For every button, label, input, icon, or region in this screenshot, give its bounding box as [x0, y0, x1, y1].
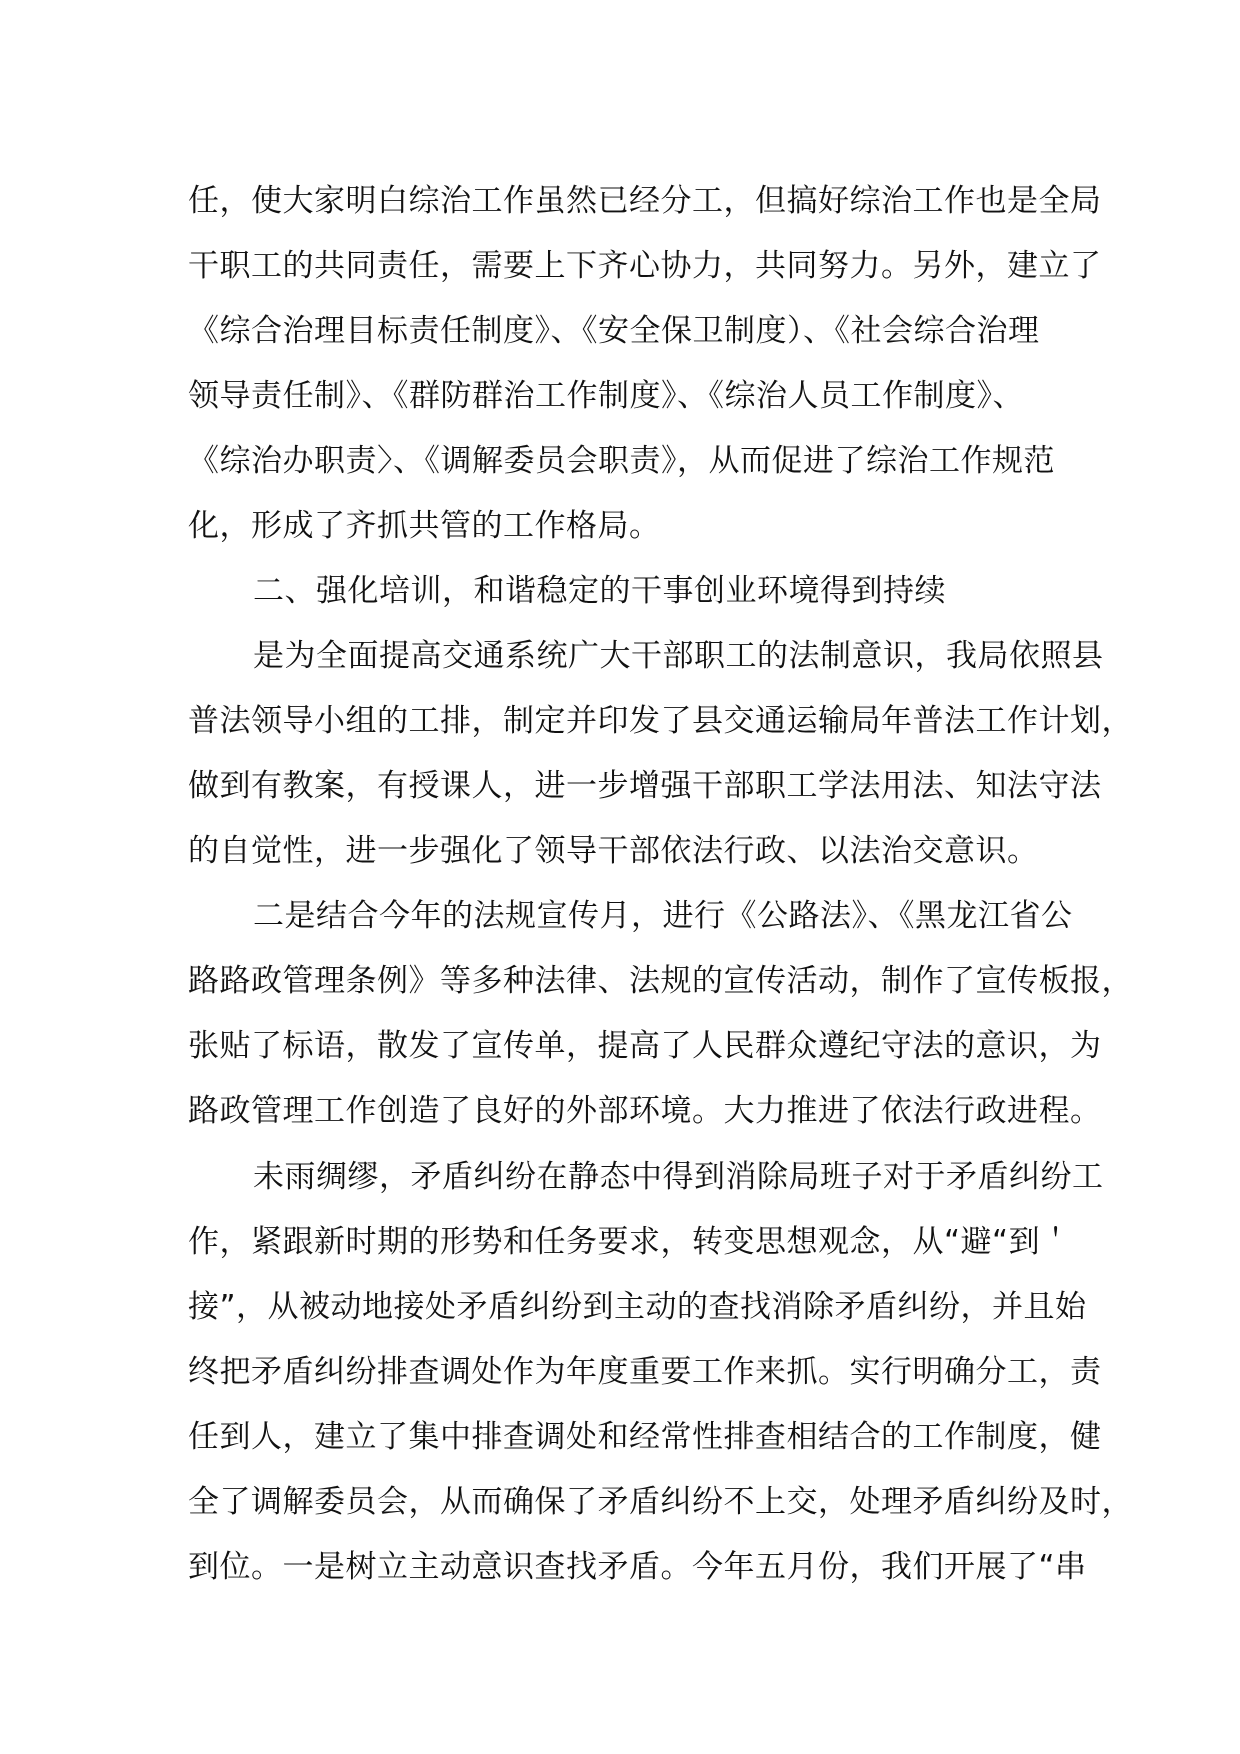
section-heading: 二、强化培训，和谐稳定的干事创业环境得到持续 [253, 573, 946, 609]
text-line-19: 终把矛盾纠纷排查调处作为年度重要工作来抓。实行明确分工，责 [188, 1354, 1102, 1390]
text-line-2: 干职工的共同责任，需要上下齐心协力，共同努力。另外，建立了 [188, 248, 1102, 284]
text-line-17: 作，紧跟新时期的形势和任务要求，转变思想观念，从“避“到＇ [188, 1224, 1072, 1260]
text-line-5: 《综治办职责〉、《调解委员会职责》，从而促进了综治工作规范 [188, 443, 1055, 479]
text-line-3: 《综合治理目标责任制度》、《安全保卫制度）、《社会综合治理 [188, 313, 1040, 349]
text-line-12: 二是结合今年的法规宣传月，进行《公路法》、《黑龙江省公 [253, 898, 1073, 934]
text-line-4: 领导责任制》、《群防群治工作制度》、《综治人员工作制度》、 [188, 378, 1024, 414]
text-line-20: 任到人，建立了集中排查调处和经常性排查相结合的工作制度，健 [188, 1419, 1102, 1455]
text-line-11: 的自觉性，进一步强化了领导干部依法行政、以法治交意识。 [188, 833, 1039, 869]
text-line-16: 未雨绸缪，矛盾纠纷在静态中得到消除局班子对于矛盾纠纷工 [253, 1159, 1104, 1195]
text-line-9: 普法领导小组的工排，制定并印发了县交通运输局年普法工作计划， [188, 703, 1133, 739]
text-line-22: 到位。一是树立主动意识查找矛盾。今年五月份，我们开展了“串 [188, 1549, 1087, 1585]
text-line-18: 接”，从被动地接处矛盾纠纷到主动的查找消除矛盾纠纷，并且始 [188, 1289, 1087, 1325]
text-line-13: 路路政管理条例》等多种法律、法规的宣传活动，制作了宣传板报， [188, 963, 1133, 999]
text-line-14: 张贴了标语，散发了宣传单，提高了人民群众遵纪守法的意识，为 [188, 1028, 1102, 1064]
text-line-21: 全了调解委员会，从而确保了矛盾纠纷不上交，处理矛盾纠纷及时， [188, 1484, 1133, 1520]
text-line-8: 是为全面提高交通系统广大干部职工的法制意识，我局依照县 [253, 638, 1104, 674]
text-line-1: 任，使大家明白综治工作虽然已经分工，但搞好综治工作也是全局 [188, 183, 1102, 219]
text-line-10: 做到有教案，有授课人，进一步增强干部职工学法用法、知法守法 [188, 768, 1102, 804]
text-line-15: 路政管理工作创造了良好的外部环境。大力推进了依法行政进程。 [188, 1093, 1102, 1129]
text-line-6: 化，形成了齐抓共管的工作格局。 [188, 508, 661, 544]
